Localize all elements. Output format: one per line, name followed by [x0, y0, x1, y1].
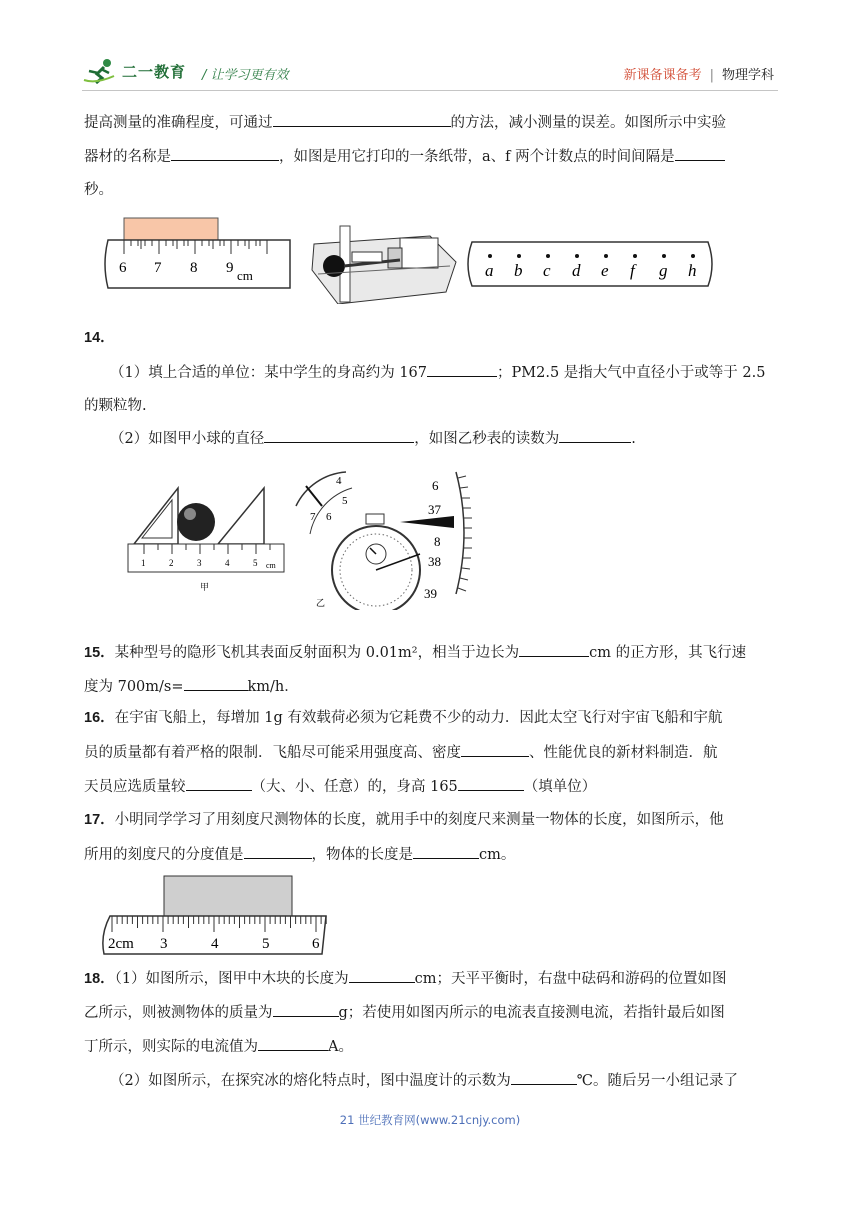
q13-text: 提高测量的准确程度，可通过	[84, 115, 273, 131]
runner-logo-icon	[82, 58, 118, 84]
ruler-with-block	[105, 218, 290, 288]
q14-number-line	[84, 328, 115, 348]
left-triangle	[134, 488, 178, 544]
ruler-label: 3	[197, 558, 202, 568]
question-number: 14．	[84, 330, 115, 346]
header-tags	[624, 64, 774, 83]
dial-small-label: 5	[342, 495, 348, 507]
answer-blank[interactable]	[511, 1070, 577, 1085]
tape-dot	[517, 254, 521, 258]
q17-figure	[100, 872, 340, 962]
tape-point-label: d	[572, 261, 581, 280]
page-footer: 21 世纪教育网(www.21cnjy.com)	[339, 1113, 521, 1127]
dial-small-label: 4	[336, 475, 342, 487]
q17-text: cm。	[479, 847, 516, 863]
tape-point-label: f	[630, 261, 635, 280]
tape-point-label: h	[688, 261, 697, 280]
q18-text: 丁所示，则实际的电流值为	[84, 1039, 258, 1055]
jia-ball-ruler	[128, 488, 284, 592]
tape-dot	[691, 254, 695, 258]
q15-text: km/h．	[247, 679, 299, 695]
q14-text: ；PM2.5 是指大气中直径小于或等于 2.5	[497, 365, 766, 381]
ruler-label: 4	[225, 558, 230, 568]
dial-small-label: 7	[310, 511, 316, 523]
answer-blank[interactable]	[675, 146, 725, 161]
ruler-label-9: 9	[226, 260, 234, 276]
answer-blank[interactable]	[559, 428, 631, 443]
header-tag-right: 物理学科	[721, 68, 774, 83]
q18-text: cm；天平平衡时，右盘中砝码和游码的位置如图	[414, 971, 727, 987]
q15-text: 度为 700m/s=	[84, 679, 184, 695]
q18-text: （1）如图所示，图甲中木块的长度为	[114, 971, 349, 987]
q14-line-1	[110, 362, 765, 383]
ruler-label-8: 8	[190, 260, 198, 276]
logo	[82, 58, 186, 84]
page-header	[82, 56, 778, 96]
tape-point-label: c	[543, 261, 551, 280]
slogan-text: 让学习更有效	[210, 68, 289, 83]
tape-dot	[604, 254, 608, 258]
answer-blank[interactable]	[186, 776, 252, 791]
q18-line-3	[84, 1036, 353, 1057]
q18-line-1	[84, 968, 727, 989]
header-tag-left: 新课备课备考	[623, 68, 702, 83]
tape-point-label: e	[601, 261, 609, 280]
tape-dot	[633, 254, 637, 258]
tape-dot	[488, 254, 492, 258]
tape-point-label: b	[514, 261, 523, 280]
tape-point-label: a	[485, 261, 494, 280]
ruler-label: 2	[169, 558, 174, 568]
answer-blank[interactable]	[258, 1036, 328, 1051]
tape-dot	[662, 254, 666, 258]
measured-object	[164, 876, 292, 916]
dial-large-label: 8	[434, 534, 441, 549]
q13-text: 的方法，减小测量的误差。如图所示中实验	[450, 115, 726, 131]
q16-text: 、性能优良的新材料制造．航	[529, 745, 718, 761]
paper-tape	[468, 242, 712, 286]
q15-line-1	[84, 642, 746, 663]
q16-text: （填单位）	[523, 779, 597, 795]
question-number: 18．	[84, 971, 115, 987]
tape-dot	[575, 254, 579, 258]
q14-text: 的颗粒物.	[84, 398, 147, 414]
ruler-label-7: 7	[154, 260, 162, 276]
large-dial-pointer	[400, 516, 454, 528]
measured-block	[124, 218, 218, 242]
q16-text: 在宇宙飞船上，每增加 1g 有效载荷必须为它耗费不少的动力．因此太空飞行对宇宙飞船和宇航	[114, 710, 723, 726]
q14-text: ，如图乙秒表的读数为	[414, 431, 560, 447]
q16-line-3	[84, 776, 596, 797]
q18-line-4	[110, 1070, 738, 1091]
ball	[177, 503, 215, 541]
answer-blank[interactable]	[273, 1002, 339, 1017]
q14-text: （1）填上合适的单位：某中学生的身高约为 167	[110, 365, 428, 381]
q13-text: ，如图是用它打印的一条纸带，a、f 两个计数点的时间间隔是	[279, 149, 675, 165]
answer-blank[interactable]	[519, 642, 589, 657]
q16-text: 员的质量都有着严格的限制．飞船尽可能采用强度高、密度	[84, 745, 461, 761]
label-jia: 甲	[200, 582, 210, 592]
ruler-label: 5	[253, 558, 258, 568]
stopwatch-crown	[366, 514, 384, 524]
answer-blank[interactable]	[458, 776, 524, 791]
answer-blank[interactable]	[264, 428, 414, 443]
q17-text: ，物体的长度是	[311, 847, 413, 863]
question-number: 17．	[84, 812, 115, 828]
dial-large-label: 39	[424, 586, 437, 601]
ruler-label: 4	[211, 936, 219, 952]
stopwatch-face	[332, 526, 420, 610]
ruler-body	[105, 240, 290, 288]
header-separator: |	[709, 68, 714, 83]
q18-text: （2）如图所示，在探究冰的熔化特点时，图中温度计的示数为	[110, 1073, 511, 1089]
answer-blank[interactable]	[427, 362, 497, 377]
dial-large-label: 38	[428, 554, 441, 569]
ticker-timer-device-icon	[312, 226, 456, 304]
answer-blank[interactable]	[461, 742, 529, 757]
q16-text: 天员应选质量较	[84, 779, 186, 795]
large-dial-arc	[456, 472, 464, 594]
answer-blank[interactable]	[171, 146, 279, 161]
dial-large-label: 6	[432, 478, 439, 493]
answer-blank[interactable]	[273, 112, 451, 127]
q17-text: 所用的刻度尺的分度值是	[84, 847, 244, 863]
answer-blank[interactable]	[244, 844, 312, 859]
q13-figure	[100, 212, 740, 304]
answer-blank[interactable]	[349, 968, 415, 983]
ruler-label: 1	[141, 558, 146, 568]
q16-text: （大、小、任意）的，身高 165	[251, 779, 458, 795]
dial-small-label: 6	[326, 511, 332, 523]
q17-line-2	[84, 844, 515, 865]
q14-line-3	[110, 428, 636, 449]
q14-figure	[120, 470, 480, 610]
answer-blank[interactable]	[184, 676, 248, 691]
question-number: 16．	[84, 710, 115, 726]
q18-text: ℃。随后另一小组记录了	[576, 1073, 738, 1089]
question-number: 15．	[84, 645, 115, 661]
q16-line-1	[84, 708, 722, 728]
ruler-label-6: 6	[119, 260, 127, 276]
logo-text: 二一教育	[122, 62, 187, 81]
ruler-label: 2cm	[108, 936, 134, 952]
tape-dot	[546, 254, 550, 258]
q15-line-2	[84, 676, 299, 697]
q18-text: A。	[328, 1039, 353, 1055]
q16-line-2	[84, 742, 718, 763]
slogan: / 让学习更有效	[202, 68, 289, 83]
q13-line-2	[84, 146, 725, 167]
q14-line-2	[84, 396, 147, 416]
header-divider	[82, 90, 778, 91]
right-triangle	[218, 488, 264, 544]
small-dial-pointer	[306, 486, 322, 506]
q13-text: 器材的名称是	[84, 149, 171, 165]
ruler-unit: cm	[237, 268, 253, 283]
answer-blank[interactable]	[413, 844, 479, 859]
dial-large-label: 37	[428, 502, 441, 517]
q14-text: （2）如图甲小球的直径	[110, 431, 265, 447]
ruler-unit: cm	[266, 561, 276, 570]
ruler-body	[128, 544, 284, 572]
yi-stopwatch	[296, 472, 472, 610]
ruler-label: 5	[262, 936, 270, 952]
q15-text: 某种型号的隐形飞机其表面反射面积为 0.01m²，相当于边长为	[114, 645, 520, 661]
q17-line-1	[84, 810, 724, 830]
q18-text: 乙所示，则被测物体的质量为	[84, 1005, 273, 1021]
q14-text: .	[631, 431, 636, 447]
q18-line-2	[84, 1002, 725, 1023]
ruler-label: 6	[312, 936, 320, 952]
q17-text: 小明同学学习了用刻度尺测物体的长度，就用手中的刻度尺来测量一物体的长度，如图所示，他	[114, 812, 724, 828]
q13-text: 秒。	[84, 182, 113, 198]
q15-text: cm 的正方形，其飞行速	[589, 645, 747, 661]
label-yi: 乙	[316, 598, 326, 608]
tape-point-label: g	[659, 261, 668, 280]
q18-text: g；若使用如图丙所示的电流表直接测电流，若指针最后如图	[338, 1005, 725, 1021]
ruler-label: 3	[160, 936, 168, 952]
q13-line-1	[84, 112, 726, 133]
q13-line-3	[84, 180, 113, 200]
